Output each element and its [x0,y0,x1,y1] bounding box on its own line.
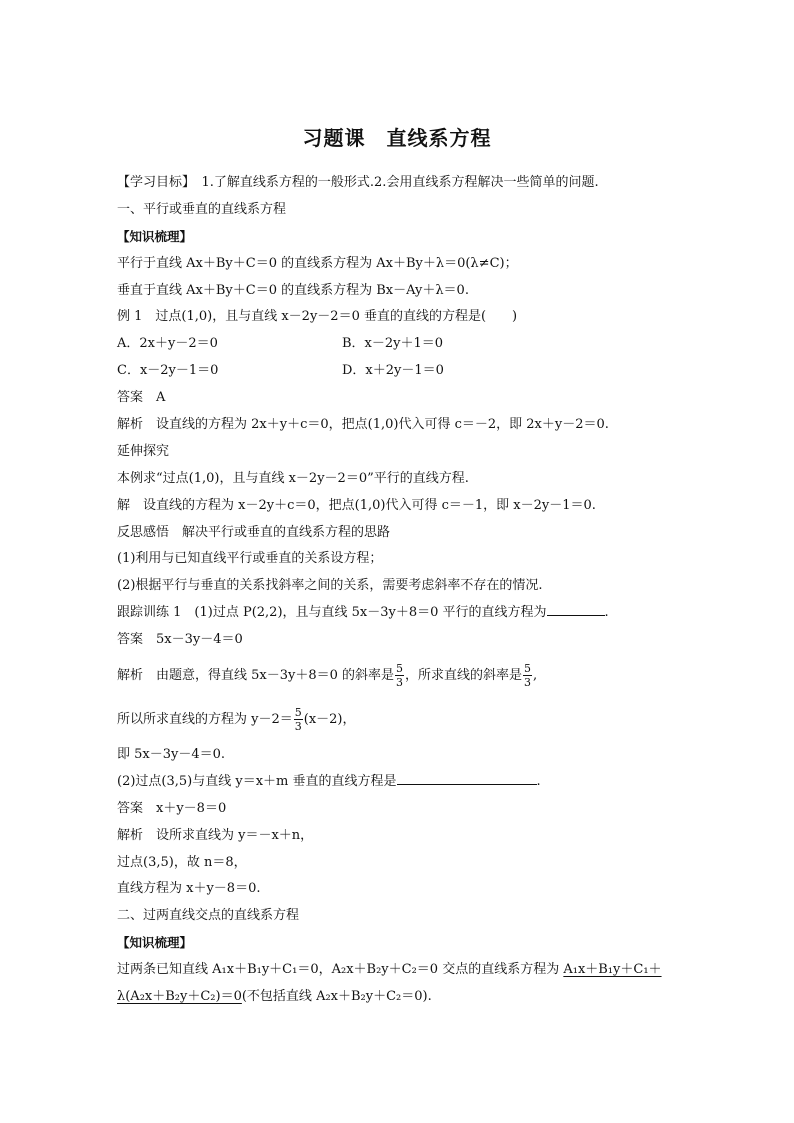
knowledge-text-1: 平行于直线 Ax＋By＋C＝0 的直线系方程为 Ax＋By＋λ＝0(λ≠C)； [117,255,518,271]
fraction: $\frac{5}{3}$ [294,706,302,734]
option-a: A．2x＋y－2＝0 [117,336,218,352]
page-title: 习题课 直线系方程 [302,126,492,150]
training-2-equation: 直线方程为 x＋y－8＝0. [117,881,261,897]
answer-blank [397,770,537,785]
training-2-answer: 答案 x＋y－8＝0 [117,800,227,816]
answer-blank [547,601,605,616]
extension-solution: 解 设直线的方程为 x－2y＋c＝0，把点(1,0)代入可得 c＝－1，即 x－2y－1＝0. [117,497,596,513]
options-row-1 [117,331,687,358]
training-2-question: (2)过点(3,5)与直线 y＝x＋m 垂直的直线方程是 . [117,769,687,796]
training-1-analysis: 解析 由题意，得直线 5x－3y＋8＝0 的斜率是 $\frac{5}{3}$ ，所求直线的斜率是 $\frac{5}{3}$ , [117,662,538,690]
underlined-answer: λ(A₂x＋B₂y＋C₂)＝0 [117,989,242,1005]
underlined-answer: A₁x＋B₁y＋C₁＋ [563,962,662,978]
reflection-point-1: (1)利用与已知直线平行或垂直的关系设方程； [117,551,383,567]
training-1-so: 所以所求直线的方程为 y－2＝ $\frac{5}{3}$ (x－2)， [117,706,356,734]
knowledge-label-1: 【知识梳理】 [117,228,193,244]
example-1-question: 例 1 过点(1,0)，且与直线 x－2y－2＝0 垂直的直线的方程是( ) [117,309,518,325]
knowledge-text-2: 垂直于直线 Ax＋By＋C＝0 的直线系方程为 Bx－Ay＋λ＝0. [117,282,469,298]
reflection-heading: 反思感悟 解决平行或垂直的直线系方程的思路 [117,524,391,540]
knowledge-label-2: 【知识梳理】 [117,935,193,951]
example-1-analysis: 解析 设直线的方程为 2x＋y＋c＝0，把点(1,0)代入可得 c＝－2，即 2x＋y－2＝0. [117,417,609,433]
training-2-point: 过点(3,5)，故 n＝8， [117,854,247,870]
options-row-2 [117,358,687,385]
extension-question: 本例求“过点(1,0)，且与直线 x－2y－2＝0”平行的直线方程. [117,470,469,486]
fraction: $\frac{5}{3}$ [524,662,532,690]
training-1-question: 跟踪训练 1 (1)过点 P(2,2)，且与直线 5x－3y＋8＝0 平行的直线方程为 . [117,600,687,627]
fraction: $\frac{5}{3}$ [396,662,404,690]
content-body [117,170,687,1011]
example-1-answer: 答案 A [117,390,166,406]
option-c: C．x－2y－1＝0 [117,363,219,379]
option-b: B．x－2y＋1＝0 [342,336,444,352]
learning-goal: 【学习目标】 1.了解直线系方程的一般形式.2.会用直线系方程解决一些简单的问题. [117,175,599,190]
training-1-answer: 答案 5x－3y－4＝0 [117,632,243,648]
section-heading-1: 一、平行或垂直的直线系方程 [117,201,287,217]
section2-knowledge-2: λ(A₂x＋B₂y＋C₂)＝0(不包括直线 A₂x＋B₂y＋C₂＝0). [117,989,432,1005]
section-heading-2: 二、过两直线交点的直线系方程 [117,908,300,924]
extension-label: 延伸探究 [117,443,170,459]
reflection-point-2: (2)根据平行与垂直的关系找斜率之间的关系，需要考虑斜率不存在的情况. [117,578,543,594]
option-d: D．x＋2y－1＝0 [342,363,444,379]
section2-knowledge-1: 过两条已知直线 A₁x＋B₁y＋C₁＝0，A₂x＋B₂y＋C₂＝0 交点的直线系方程为 A₁x＋B₁y＋C₁＋ [117,962,662,978]
training-2-analysis: 解析 设所求直线为 y＝－x＋n， [117,827,314,843]
training-1-result: 即 5x－3y－4＝0. [117,747,226,763]
